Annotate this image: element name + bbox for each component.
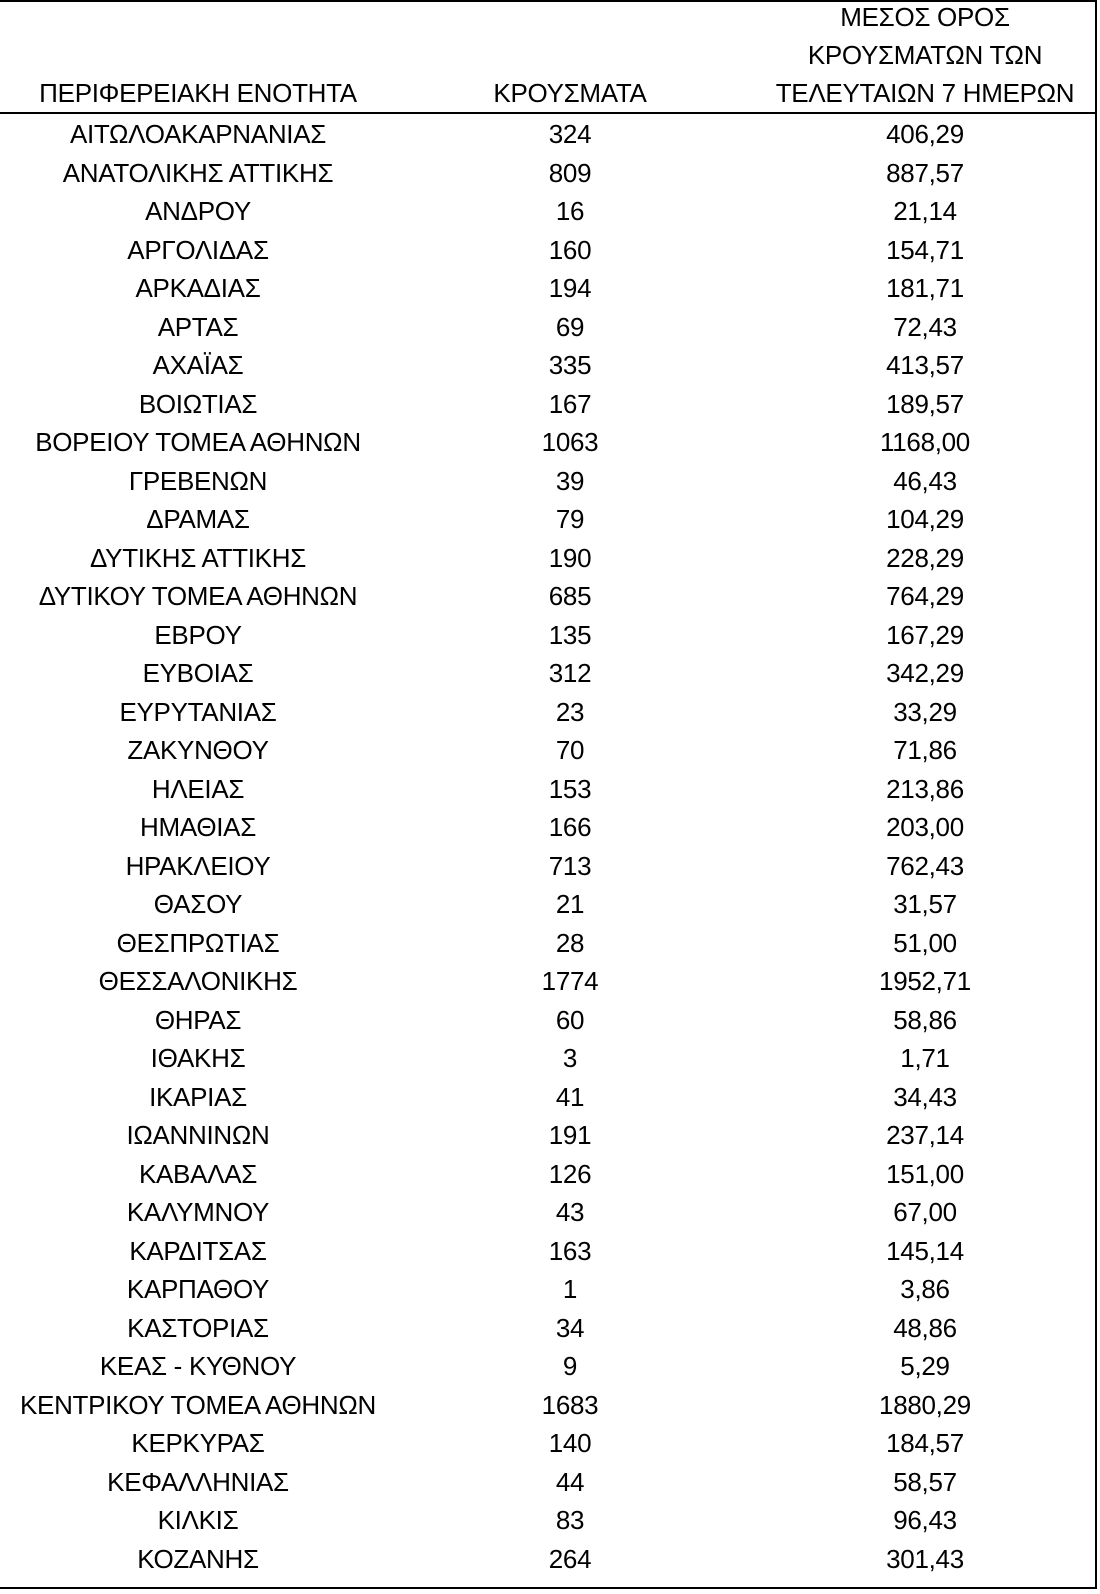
cell-region: ΚΟΖΑΝΗΣ: [137, 1543, 259, 1574]
table-row: [0, 1002, 1095, 1041]
header-cases: ΚΡΟΥΣΜΑΤΑ: [493, 78, 647, 108]
cell-region: ΚΕΡΚΥΡΑΣ: [131, 1428, 265, 1458]
table-row: [0, 463, 1095, 502]
cell-cases: 140: [548, 1428, 592, 1458]
cell-region: ΑΝΑΤΟΛΙΚΗΣ ΑΤΤΙΚΗΣ: [62, 157, 334, 188]
header-avg-line-1: ΜΕΣΟΣ ΟΡΟΣ: [840, 2, 1010, 32]
cell-cases: 166: [548, 812, 592, 842]
table-row: [0, 193, 1095, 232]
cell-region: ΗΡΑΚΛΕΙΟΥ: [125, 850, 271, 881]
table-row: [0, 540, 1095, 579]
cell-cases: 135: [548, 619, 592, 650]
table-row: [0, 1117, 1095, 1156]
cell-region: ΔΥΤΙΚΗΣ ΑΤΤΙΚΗΣ: [90, 542, 306, 573]
table-row: [0, 347, 1095, 386]
cell-7day-average: 31,57: [893, 889, 957, 919]
cell-7day-average: 104,29: [886, 504, 964, 534]
cell-region: ΑΡΓΟΛΙΔΑΣ: [127, 234, 269, 265]
table-row: [0, 270, 1095, 309]
cell-cases: 126: [548, 1158, 592, 1189]
table-row: [0, 848, 1095, 887]
cell-7day-average: 203,00: [886, 812, 964, 842]
table-row: [0, 925, 1095, 964]
cell-cases: 83: [555, 1505, 585, 1535]
cell-cases: 191: [548, 1120, 592, 1150]
cell-cases: 41: [555, 1081, 585, 1112]
cell-cases: 335: [548, 350, 592, 380]
table-row: [0, 1233, 1095, 1272]
table-row: [0, 1425, 1095, 1464]
cell-cases: 809: [548, 157, 592, 188]
cell-7day-average: 413,57: [886, 350, 964, 380]
table-row: [0, 1541, 1095, 1580]
cell-cases: 153: [548, 773, 592, 804]
table-row: [0, 694, 1095, 733]
cell-7day-average: 228,29: [886, 542, 964, 573]
cell-7day-average: 33,29: [893, 696, 957, 727]
cell-7day-average: 764,29: [886, 581, 964, 611]
cell-7day-average: 145,14: [886, 1235, 964, 1266]
cell-region: ΚΑΣΤΟΡΙΑΣ: [127, 1312, 269, 1343]
cell-7day-average: 5,29: [900, 1351, 950, 1381]
cell-cases: 194: [548, 273, 592, 303]
cell-7day-average: 762,43: [886, 850, 964, 881]
cell-region: ΕΥΡΥΤΑΝΙΑΣ: [119, 696, 277, 727]
table-row: [0, 116, 1095, 155]
cell-7day-average: 1168,00: [880, 427, 970, 457]
table-header: [0, 2, 1095, 114]
table-row: [0, 155, 1095, 194]
cell-region: ΑΙΤΩΛΟΑΚΑΡΝΑΝΙΑΣ: [69, 119, 327, 149]
cell-7day-average: 21,14: [893, 196, 957, 226]
cell-cases: 9: [562, 1351, 578, 1381]
cell-cases: 69: [555, 311, 585, 342]
cell-7day-average: 72,43: [893, 311, 957, 342]
cell-cases: 34: [555, 1312, 585, 1343]
cell-7day-average: 301,43: [886, 1543, 964, 1574]
cell-7day-average: 48,86: [893, 1312, 957, 1343]
cell-cases: 312: [548, 658, 592, 688]
cell-7day-average: 51,00: [893, 927, 957, 958]
cell-region: ΓΡΕΒΕΝΩΝ: [128, 465, 268, 496]
cell-region: ΚΑΡΔΙΤΣΑΣ: [129, 1235, 267, 1266]
header-region: ΠΕΡΙΦΕΡΕΙΑΚΗ ΕΝΟΤΗΤΑ: [39, 78, 357, 108]
table-row: [0, 386, 1095, 425]
cell-7day-average: 151,00: [886, 1158, 964, 1189]
cell-cases: 1683: [541, 1389, 599, 1420]
table-row: [0, 1310, 1095, 1349]
cell-region: ΘΑΣΟΥ: [153, 889, 243, 919]
cell-7day-average: 46,43: [893, 465, 957, 496]
table-row: [0, 1156, 1095, 1195]
cell-7day-average: 406,29: [886, 119, 964, 149]
cell-region: ΘΗΡΑΣ: [154, 1004, 242, 1035]
cell-cases: 3: [562, 1043, 578, 1073]
cell-7day-average: 67,00: [893, 1197, 957, 1227]
cell-region: ΑΡΤΑΣ: [157, 311, 239, 342]
cell-7day-average: 1880,29: [879, 1389, 971, 1420]
cell-region: ΙΘΑΚΗΣ: [150, 1043, 246, 1073]
cell-cases: 264: [548, 1543, 592, 1574]
cell-cases: 23: [555, 696, 585, 727]
cell-7day-average: 3,86: [900, 1274, 950, 1304]
table-row: [0, 732, 1095, 771]
cell-cases: 28: [555, 927, 585, 958]
cell-region: ΗΜΑΘΙΑΣ: [140, 812, 256, 842]
cell-7day-average: 342,29: [886, 658, 964, 688]
cell-cases: 1063: [541, 427, 599, 457]
cell-7day-average: 237,14: [886, 1120, 964, 1150]
cell-cases: 685: [548, 581, 592, 611]
cell-cases: 43: [555, 1197, 585, 1227]
cell-7day-average: 34,43: [893, 1081, 957, 1112]
cell-cases: 1: [562, 1274, 578, 1304]
table-row: [0, 1502, 1095, 1541]
cell-cases: 39: [555, 465, 585, 496]
table-row: [0, 1464, 1095, 1503]
table-row: [0, 1194, 1095, 1233]
cell-7day-average: 1,71: [900, 1043, 950, 1073]
cell-7day-average: 887,57: [886, 157, 964, 188]
cell-region: ΚΑΒΑΛΑΣ: [138, 1158, 258, 1189]
cell-7day-average: 167,29: [886, 619, 964, 650]
cell-7day-average: 189,57: [886, 388, 964, 419]
cell-7day-average: 154,71: [886, 234, 964, 265]
cell-region: ΗΛΕΙΑΣ: [151, 773, 245, 804]
cell-cases: 167: [548, 388, 592, 419]
table-row: [0, 424, 1095, 463]
table-body: [0, 116, 1095, 1579]
cell-region: ΚΙΛΚΙΣ: [157, 1505, 239, 1535]
cell-region: ΒΟΡΕΙΟΥ ΤΟΜΕΑ ΑΘΗΝΩΝ: [35, 427, 361, 457]
cell-cases: 16: [555, 196, 585, 226]
header-avg-line-2: ΚΡΟΥΣΜΑΤΩΝ ΤΩΝ: [807, 40, 1043, 70]
cell-region: ΚΕΝΤΡΙΚΟΥ ΤΟΜΕΑ ΑΘΗΝΩΝ: [20, 1389, 376, 1420]
table-row: [0, 232, 1095, 271]
cell-7day-average: 184,57: [886, 1428, 964, 1458]
table-row: [0, 1271, 1095, 1310]
cell-cases: 60: [555, 1004, 585, 1035]
cell-region: ΕΥΒΟΙΑΣ: [142, 658, 254, 688]
table-row: [0, 1348, 1095, 1387]
table-row: [0, 809, 1095, 848]
table-row: [0, 501, 1095, 540]
cell-7day-average: 58,86: [893, 1004, 957, 1035]
table-row: [0, 1079, 1095, 1118]
cell-region: ΚΑΡΠΑΘΟΥ: [126, 1274, 270, 1304]
table-row: [0, 963, 1095, 1002]
table-row: [0, 309, 1095, 348]
table-row: [0, 655, 1095, 694]
table-row: [0, 1387, 1095, 1426]
cell-region: ΘΕΣΠΡΩΤΙΑΣ: [116, 927, 280, 958]
cell-7day-average: 58,57: [893, 1466, 957, 1497]
cell-region: ΒΟΙΩΤΙΑΣ: [138, 388, 258, 419]
cell-region: ΖΑΚΥΝΘΟΥ: [127, 735, 269, 765]
cell-region: ΙΚΑΡΙΑΣ: [149, 1081, 247, 1112]
cell-region: ΔΡΑΜΑΣ: [146, 504, 250, 534]
cell-region: ΕΒΡΟΥ: [154, 619, 242, 650]
cell-region: ΘΕΣΣΑΛΟΝΙΚΗΣ: [98, 966, 298, 996]
cell-region: ΔΥΤΙΚΟΥ ΤΟΜΕΑ ΑΘΗΝΩΝ: [38, 581, 358, 611]
cell-cases: 1774: [541, 966, 599, 996]
cell-region: ΚΑΛΥΜΝΟΥ: [126, 1197, 270, 1227]
table-row: [0, 617, 1095, 656]
cell-region: ΑΧΑΪΑΣ: [152, 350, 244, 380]
cell-cases: 713: [548, 850, 592, 881]
table-row: [0, 578, 1095, 617]
cell-cases: 160: [548, 234, 592, 265]
table-row: [0, 771, 1095, 810]
header-avg-line-3: ΤΕΛΕΥΤΑΙΩΝ 7 ΗΜΕΡΩΝ: [775, 78, 1075, 108]
cell-region: ΚΕΦΑΛΛΗΝΙΑΣ: [107, 1466, 289, 1497]
table-row: [0, 886, 1095, 925]
cell-cases: 21: [555, 889, 585, 919]
cell-region: ΚΕΑΣ - ΚΥΘΝΟΥ: [99, 1351, 297, 1381]
cell-7day-average: 1952,71: [879, 966, 971, 996]
header-7day-average: [760, 0, 1090, 112]
cell-cases: 79: [555, 504, 585, 534]
cell-7day-average: 213,86: [886, 773, 964, 804]
cell-region: ΑΡΚΑΔΙΑΣ: [135, 273, 261, 303]
cell-region: ΑΝΔΡΟΥ: [145, 196, 251, 226]
cell-7day-average: 181,71: [886, 273, 964, 303]
cell-cases: 190: [548, 542, 592, 573]
cell-cases: 163: [548, 1235, 592, 1266]
cell-7day-average: 71,86: [893, 735, 957, 765]
cell-cases: 44: [555, 1466, 585, 1497]
table-row: [0, 1040, 1095, 1079]
cell-cases: 70: [555, 735, 585, 765]
cell-cases: 324: [548, 119, 592, 149]
cell-7day-average: 96,43: [893, 1505, 957, 1535]
cell-region: ΙΩΑΝΝΙΝΩΝ: [126, 1120, 270, 1150]
